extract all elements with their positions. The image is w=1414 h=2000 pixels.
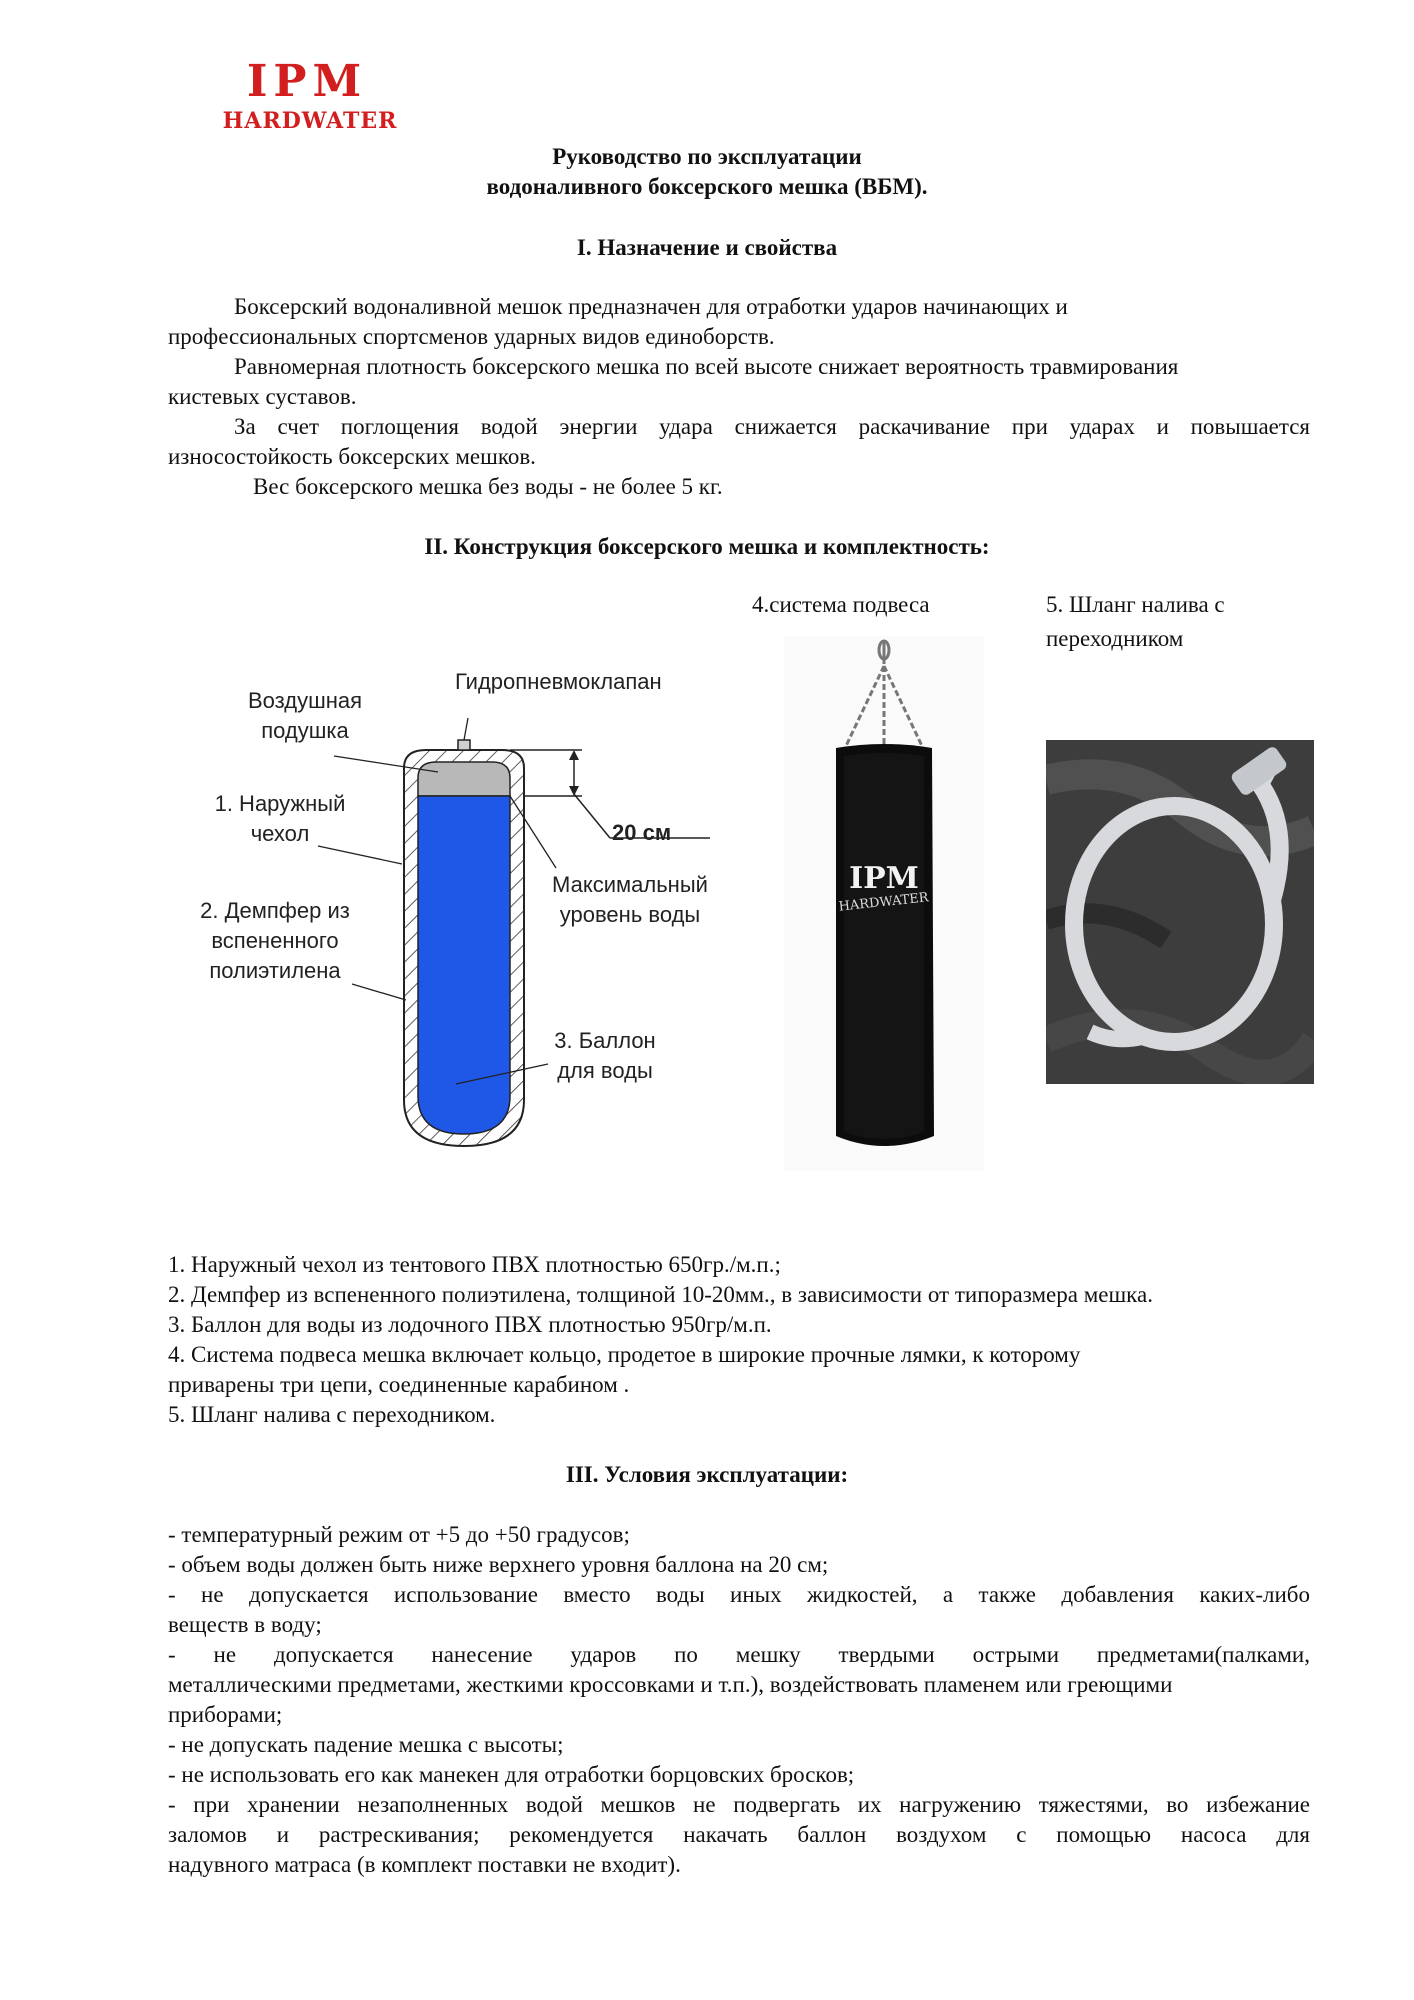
hose-photo	[1046, 740, 1314, 1084]
section1-paragraphs	[168, 292, 1310, 502]
caption-suspension: 4.система подвеса	[752, 592, 930, 617]
condition-line: - температурный режим от +5 до +50 градусов;	[168, 1522, 630, 1547]
section3-heading: III. Условия эксплуатации:	[565, 1462, 849, 1487]
condition-line: - не допускается использование вместо воды иных жидкостей, а также добавления каких-либо	[168, 1582, 1310, 1607]
list-item: 5. Шланг налива с переходником.	[168, 1402, 496, 1427]
condition-line: приборами;	[168, 1702, 283, 1727]
section1-heading: I. Назначение и свойства	[576, 235, 838, 260]
paragraph-line: профессиональных спортсменов ударных видов единоборств.	[168, 324, 775, 349]
air-cushion-shape	[418, 762, 510, 796]
condition-line: - объем воды должен быть ниже верхнего уровня баллона на 20 см;	[168, 1552, 829, 1577]
label-max-level: Максимальный уровень воды	[552, 872, 708, 927]
paragraph-line: износостойкость боксерских мешков.	[168, 444, 536, 469]
component-list	[168, 1250, 1310, 1430]
paragraph-line: Боксерский водоналивной мешок предназначен для отработки ударов начинающих и	[234, 294, 1068, 319]
caption-hose: 5. Шланг налива с переходником	[1046, 592, 1225, 651]
list-item: 3. Баллон для воды из лодочного ПВХ плотностью 950гр/м.п.	[168, 1312, 772, 1337]
document-title-line2: водоналивного боксерского мешка (ВБМ).	[486, 174, 928, 199]
water-balloon-shape	[418, 796, 510, 1134]
logo-brand: IPM	[246, 56, 368, 107]
label-distance: 20 см	[612, 820, 672, 845]
bag-logo-brand: IPM	[849, 861, 919, 896]
paragraph-line: кистевых суставов.	[168, 384, 357, 409]
list-item: 4. Система подвеса мешка включает кольцо, продетое в широкие прочные лямки, к которому	[168, 1342, 1081, 1367]
list-item: 1. Наружный чехол из тентового ПВХ плотностью 650гр./м.п.;	[168, 1252, 781, 1277]
label-damper: 2. Демпфер из вспененного полиэтилена	[200, 898, 350, 983]
hose-image	[1046, 740, 1314, 1084]
condition-line: надувного матраса (в комплект поставки не входит).	[168, 1852, 681, 1877]
conditions-list	[168, 1520, 1310, 1880]
punching-bag-photo	[784, 636, 984, 1171]
condition-line: металлическими предметами, жесткими кроссовками и т.п.), воздействовать пламенем или греющими	[168, 1672, 1173, 1697]
label-balloon: 3. Баллон для воды	[554, 1028, 656, 1083]
condition-line: - не допускается нанесение ударов по мешку твердыми острыми предметами(палками,	[168, 1642, 1310, 1667]
paragraph-line: Равномерная плотность боксерского мешка по всей высоте снижает вероятность травмирования	[234, 354, 1179, 379]
list-item: 2. Демпфер из вспененного полиэтилена, толщиной 10-20мм., в зависимости от типоразмера мешка.	[168, 1282, 1153, 1307]
label-valve: Гидропневмоклапан	[455, 669, 662, 694]
condition-line: - не допускать падение мешка с высоты;	[168, 1732, 564, 1757]
condition-line: - при хранении незаполненных водой мешков не подвергать их нагружению тяжестями, во избежание	[168, 1792, 1310, 1817]
valve-shape	[458, 740, 470, 750]
label-air-cushion: Воздушная подушка	[247, 688, 363, 743]
document-title-line1: Руководство по эксплуатации	[552, 144, 862, 169]
condition-line: - не использовать его как манекен для отработки борцовских бросков;	[168, 1762, 855, 1787]
condition-line: заломов и растрескивания; рекомендуется накачать баллон воздухом с помощью насоса для	[168, 1822, 1310, 1847]
punching-bag-image	[784, 636, 984, 1171]
list-item: приварены три цепи, соединенные карабином .	[168, 1372, 630, 1397]
logo-subtitle: HARDWATER	[222, 108, 398, 134]
paragraph-line: Вес боксерского мешка без воды - не более 5 кг.	[253, 474, 723, 499]
bag-logo-sub: HARDWATER	[837, 890, 930, 915]
paragraph-line: За счет поглощения водой энергии удара снижается раскачивание при ударах и повышается	[234, 414, 1310, 439]
label-outer-cover: 1. Наружный чехол	[214, 791, 346, 846]
condition-line: веществ в воду;	[168, 1612, 322, 1637]
section2-heading: II. Конструкция боксерского мешка и комплектность:	[424, 534, 990, 559]
